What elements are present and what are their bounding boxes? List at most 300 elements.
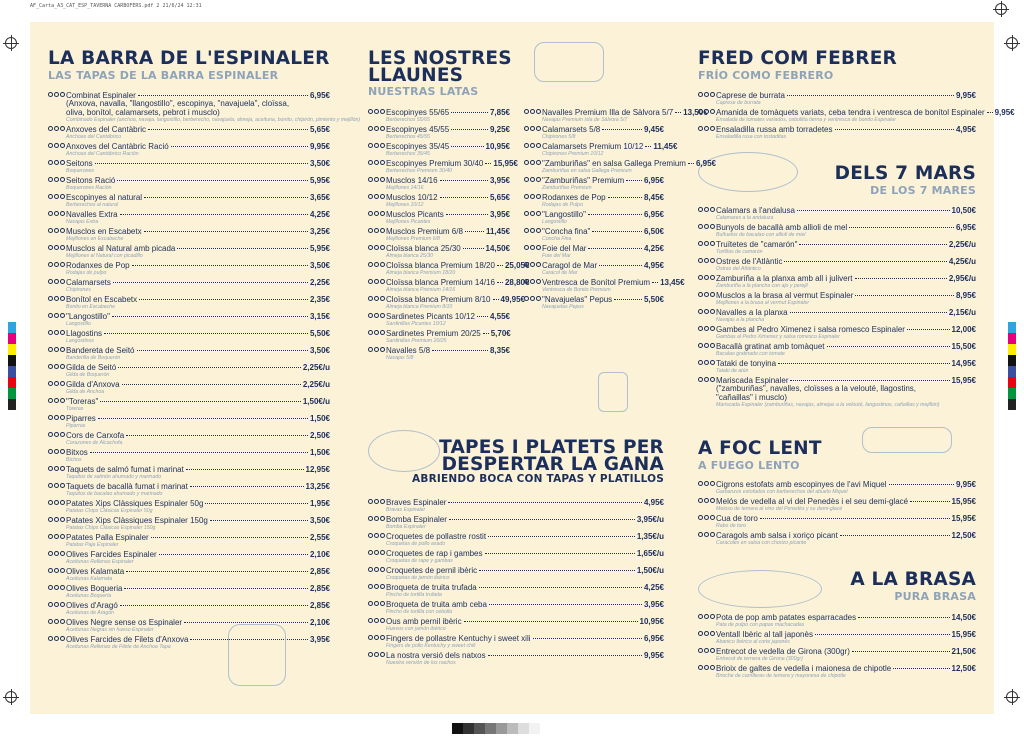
section-subtitle-7mars: DE LOS 7 MARES	[870, 184, 976, 197]
menu-item	[368, 600, 664, 616]
menu-item	[368, 549, 664, 565]
dot-leader	[448, 502, 641, 503]
menu-item	[48, 618, 330, 634]
menu-item-name: Ostres de l'Atlàntic	[716, 257, 783, 266]
menu-item-price: 12,50€	[951, 664, 976, 673]
section-title-barra: LA BARRA DE L'ESPINALER	[48, 48, 330, 69]
menu-item-translation: Berberechos 55/65	[386, 117, 430, 123]
menu-item-price: 6,95€	[643, 210, 664, 219]
menu-item-price: 15,95€	[951, 376, 976, 385]
menu-item-row	[66, 516, 330, 525]
menu-item	[524, 125, 664, 141]
allergen-icons	[48, 415, 65, 420]
menu-item-price: 12,50€	[951, 531, 976, 540]
dot-leader	[479, 570, 635, 571]
menu-item-price: 4,25€	[643, 583, 664, 592]
menu-item-price: 2,10€	[309, 550, 330, 559]
allergen-icons	[524, 143, 541, 148]
menu-item-name: Foie del Mar	[542, 244, 587, 253]
menu-item-row	[386, 600, 664, 609]
menu-item-name: Cloïssa blanca Premium 14/16	[386, 278, 495, 287]
dot-leader	[446, 214, 488, 215]
menu-item-translation: Rodajas de Pulpo	[542, 202, 583, 208]
menu-item-translation: Piparras	[66, 423, 86, 429]
allergen-icons	[48, 177, 65, 182]
dot-leader	[90, 452, 308, 453]
menu-item-translation: Zamburiñas Premium	[542, 185, 592, 191]
menu-item-translation: Caracol de Mar	[542, 270, 578, 276]
dot-leader	[614, 299, 642, 300]
column-llaunes	[368, 22, 716, 714]
allergen-icons	[368, 228, 385, 233]
dot-leader	[210, 520, 308, 521]
allergen-icons	[48, 160, 65, 165]
menu-item-name: Musclos Picants	[386, 210, 444, 219]
menu-item-row	[66, 465, 330, 474]
menu-item	[48, 499, 330, 515]
menu-page	[30, 22, 1015, 714]
menu-item-name: Calamarsets	[66, 278, 111, 287]
allergen-icons	[524, 211, 541, 216]
section-title-tapes-line2: DESPERTAR LA GANA	[441, 454, 664, 475]
menu-item-price: 13,25€	[305, 482, 330, 491]
allergen-icons	[698, 515, 715, 520]
menu-item-translation: Navajas a la plancha	[716, 317, 765, 323]
menu-item-name: Braves Espinaler	[386, 498, 447, 507]
allergen-icons	[698, 241, 715, 246]
menu-item-row	[66, 448, 330, 457]
dot-leader	[784, 261, 946, 262]
menu-item	[48, 91, 361, 124]
dot-leader	[449, 519, 635, 520]
menu-item-translation: Entrecot de ternera de Girona (300gr)	[716, 656, 803, 662]
allergen-icons	[368, 313, 385, 318]
menu-item-row	[716, 647, 976, 656]
menu-item-translation: Anchoas del Cantábrico	[66, 134, 122, 140]
menu-item-row	[386, 566, 664, 575]
menu-item	[524, 261, 664, 277]
menu-item-translation: Pincho de tortilla trufada	[386, 592, 442, 598]
allergen-icons	[368, 516, 385, 521]
menu-item-price: 4,95€	[643, 261, 664, 270]
column-barra	[48, 22, 361, 714]
menu-item-row	[66, 312, 330, 321]
menu-item-name: Olives Farcides Espinaler	[66, 550, 157, 559]
menu-item-row	[386, 651, 664, 660]
menu-item-price: 4,95€	[955, 125, 976, 134]
menu-item-translation: Patatas Paja Espinaler	[66, 542, 119, 548]
dot-leader	[855, 278, 947, 279]
menu-item-name: Navalles a la planxa	[716, 308, 788, 317]
allergen-icons	[698, 648, 715, 653]
item-list-barra	[48, 91, 361, 652]
menu-item	[698, 531, 976, 547]
menu-item-price: 1,50€	[309, 414, 330, 423]
menu-item-row	[542, 159, 716, 168]
allergen-icons	[524, 296, 541, 301]
allergen-icons	[698, 360, 715, 365]
allergen-icons	[698, 292, 715, 297]
item-list-llaunes-left	[368, 108, 530, 363]
menu-item	[698, 91, 976, 107]
dot-leader	[177, 248, 308, 249]
menu-item-translation: Almeja blanca 25/30	[386, 253, 434, 259]
menu-item-name: Escopinyes 35/45	[386, 142, 450, 151]
menu-item-row	[542, 193, 664, 202]
menu-item	[368, 142, 510, 158]
allergen-icons	[48, 92, 65, 97]
menu-item-price: 1,95€	[309, 499, 330, 508]
allergen-icons	[368, 262, 385, 267]
menu-item	[698, 325, 976, 341]
dot-leader	[122, 384, 301, 385]
menu-item-translation: Sardinillas Premium 20/25	[386, 338, 447, 344]
menu-item-name: Combinat Espinaler	[66, 91, 136, 100]
menu-item-row	[66, 363, 330, 372]
dot-leader	[139, 299, 308, 300]
allergen-icons	[698, 532, 715, 537]
dot-leader	[827, 346, 950, 347]
menu-item	[368, 176, 510, 192]
menu-item-row	[66, 261, 330, 270]
dot-leader	[675, 112, 681, 113]
menu-item-translation: Abanico Ibérico al corte japonés	[716, 639, 790, 645]
dot-leader	[485, 163, 491, 164]
menu-item-price: 3,25€	[309, 227, 330, 236]
dot-leader	[112, 316, 308, 317]
menu-item-translation: Mejillones al Natural con picadillo	[66, 253, 143, 259]
menu-item-translation: Chipirones	[66, 287, 91, 293]
menu-item-row	[66, 278, 330, 287]
section-title-llaunes	[368, 50, 528, 84]
menu-item-price: 3,50€	[309, 159, 330, 168]
menu-item	[524, 108, 708, 124]
menu-item-price: 10,50€	[951, 206, 976, 215]
menu-item-name: Musclos en Escabetx	[66, 227, 142, 236]
menu-item	[698, 647, 976, 663]
menu-item	[48, 210, 330, 226]
menu-item-name: Pota de pop amb patates esparracades	[716, 613, 857, 622]
menu-item-translation: Mejillones Premium 6/8	[386, 236, 440, 242]
allergen-icons	[48, 449, 65, 454]
menu-item-row	[716, 91, 976, 100]
menu-item-row	[386, 498, 664, 507]
dot-leader	[465, 231, 484, 232]
menu-item-name: Fingers de pollastre Kentuchy i sweet xili	[386, 634, 531, 643]
item-list-fred	[698, 91, 1015, 142]
section-title-tapes-line1: TAPES I PLATETS PER	[439, 437, 664, 458]
allergen-icons	[48, 432, 65, 437]
menu-item-name: Navalles Premium Illa de Sàlvora 5/7	[542, 108, 674, 117]
menu-item-translation: Chipirones 5/8	[542, 134, 576, 140]
dot-leader	[852, 651, 950, 652]
menu-item-translation: Tortillas de camarón	[716, 249, 763, 255]
menu-item-name: Olives Negre sense os Espinaler	[66, 618, 183, 627]
allergen-icons	[48, 568, 65, 573]
menu-item-price: 1,50€	[309, 448, 330, 457]
allergen-icons	[368, 143, 385, 148]
allergen-icons	[368, 635, 385, 640]
item-list-7mars	[698, 206, 976, 410]
menu-item-translation: Zamburiñas en salsa Gallega Premium	[542, 168, 632, 174]
allergen-icons	[368, 160, 385, 165]
menu-item-name: Navalles Extra	[66, 210, 118, 219]
menu-item-name: Gambes al Pedro Ximenez i salsa romesco Espinaler	[716, 325, 905, 334]
menu-item-name: Croquetes de pernil ibèric	[386, 566, 478, 575]
menu-item-name: "Langostillo"	[542, 210, 586, 219]
menu-item-name: Broqueta de truita trufada	[386, 583, 477, 592]
allergen-icons	[698, 498, 715, 503]
dot-leader	[987, 112, 993, 113]
menu-item-name: "Zamburiñas" en salsa Gallega Premium	[542, 159, 686, 168]
menu-item-price: 15,95€	[951, 630, 976, 639]
menu-item	[698, 223, 976, 239]
menu-item-row	[66, 499, 330, 508]
menu-item-price: 14,50€	[951, 613, 976, 622]
menu-item	[368, 532, 664, 548]
menu-item-row	[386, 193, 510, 202]
allergen-icons	[368, 126, 385, 131]
dot-leader	[652, 282, 658, 283]
dot-leader	[626, 180, 642, 181]
menu-item-price: 5,65€	[309, 125, 330, 134]
menu-item	[698, 480, 976, 496]
menu-item	[368, 261, 530, 277]
menu-item-price: 1,50€/u	[302, 397, 330, 406]
menu-item-translation: Croquetas de pollo asado	[386, 541, 446, 547]
menu-item-name: "Zamburiñas" Premium	[542, 176, 625, 185]
item-list-llaunes-right	[524, 108, 716, 312]
menu-item-translation: Langostinos	[66, 338, 94, 344]
menu-item-translation: Ensaladilla rusa con tostaditas	[716, 134, 787, 140]
dot-leader	[889, 484, 954, 485]
menu-item-name: Calamarsets 5/8	[542, 125, 601, 134]
menu-item-translation: Mejillones en Escabeche	[66, 236, 124, 242]
menu-item-name: Bitxos	[66, 448, 88, 457]
menu-item-name: Patates Xips Clàssiques Espinaler 50g	[66, 499, 204, 508]
menu-item-translation: Bonito en Escabeche	[66, 304, 116, 310]
menu-item-price: 14,95€	[951, 359, 976, 368]
menu-item-price: 9,95€	[955, 480, 976, 489]
section-title-brasa: A LA BRASA	[850, 569, 976, 590]
menu-item	[698, 497, 976, 513]
registration-mark-top-corner-right	[995, 3, 1007, 15]
menu-item-translation: Aceitunas Boquería	[66, 593, 112, 599]
menu-item-name: Truïtetes de "camarón"	[716, 240, 798, 249]
dot-leader	[907, 329, 950, 330]
dot-leader	[205, 503, 308, 504]
print-slug: AF_Carta_A3_CAT_ESP_TAVERNA CARBOFERS.pdf 2 21/6/24 12:31	[30, 3, 202, 9]
menu-item-translation: Bomba Espinaler	[386, 524, 426, 530]
section-subtitle-tapes: ABRIENDO BOCA CON TAPAS Y PLATILLOS	[412, 473, 664, 485]
allergen-icons	[524, 194, 541, 199]
barrel-illustration	[228, 624, 286, 686]
menu-item-row	[716, 274, 976, 283]
menu-item-translation: Berberechos Premium 30/40	[386, 168, 453, 174]
menu-item	[524, 227, 664, 243]
allergen-icons	[698, 207, 715, 212]
menu-item-row	[716, 223, 976, 232]
menu-item-row	[66, 193, 330, 202]
menu-item-name: Cigrons estofats amb escopinyes de l'avi Miquel	[716, 480, 887, 489]
menu-item-row	[386, 295, 525, 304]
allergen-icons	[368, 652, 385, 657]
menu-item-price: 9,95€	[994, 108, 1015, 117]
registration-mark-bottom-right	[1006, 691, 1018, 703]
menu-item-row	[386, 108, 510, 117]
menu-item-translation: Pata de pulpo con papas machacadas	[716, 622, 805, 628]
allergen-icons	[48, 364, 65, 369]
menu-item-row	[716, 376, 976, 385]
dot-leader	[126, 435, 308, 436]
dot-leader	[190, 486, 304, 487]
dot-leader	[440, 180, 488, 181]
dot-leader	[849, 227, 954, 228]
dot-leader	[910, 501, 949, 502]
dot-leader	[186, 469, 304, 470]
menu-item-price: 11,45€	[653, 142, 678, 151]
allergen-icons	[48, 398, 65, 403]
menu-item-price: 11,45€	[485, 227, 510, 236]
menu-item-price: 14,50€	[485, 244, 510, 253]
menu-item	[368, 295, 525, 311]
menu-item-price: 2,85€	[309, 567, 330, 576]
color-bar-right	[1008, 322, 1016, 410]
menu-item-price: 3,95€	[489, 176, 510, 185]
dot-leader	[451, 146, 483, 147]
allergen-icons	[698, 326, 715, 331]
menu-item-price: 3,95€/u	[636, 515, 664, 524]
menu-item-name: Bonítol en Escabetx	[66, 295, 138, 304]
menu-item	[698, 342, 976, 358]
menu-item	[48, 397, 330, 413]
section-subtitle-fred: FRÍO COMO FEBRERO	[698, 69, 834, 82]
menu-item-row	[716, 342, 976, 351]
menu-item-row	[386, 244, 510, 253]
menu-item-row	[386, 549, 664, 558]
menu-item-name: Croquetes de pollastre rostit	[386, 532, 487, 541]
menu-item-translation: Ensalada de tomates variados, cebollita tierna y ventresca de bonito Espinaler	[716, 117, 896, 123]
dot-leader	[479, 587, 642, 588]
menu-item-price: 4,25€	[643, 244, 664, 253]
menu-item	[48, 227, 330, 243]
menu-item-translation: Concha Fina	[542, 236, 572, 242]
dot-leader	[148, 129, 308, 130]
allergen-icons	[48, 483, 65, 488]
menu-item	[48, 516, 330, 532]
dot-leader	[464, 621, 638, 622]
menu-item	[48, 584, 330, 600]
menu-item-row	[66, 618, 330, 627]
menu-item-translation: Navajas Extra	[66, 219, 99, 225]
menu-item	[368, 244, 510, 260]
menu-item-translation: Patatas Chips Clásicas Espinaler 150g	[66, 525, 156, 531]
menu-item-name: Gilda d'Anxova	[66, 380, 120, 389]
menu-item-translation: Fingers de pollo Kentuchy y sweet chili	[386, 643, 476, 649]
menu-item-name: Olives Kalamata	[66, 567, 125, 576]
menu-item-name: Zamburiña a la planxa amb all i julivert	[716, 274, 853, 283]
dot-leader	[599, 265, 642, 266]
menu-item	[368, 617, 664, 633]
menu-item-name: Anxoves del Cantàbric Ració	[66, 142, 169, 151]
menu-item	[698, 257, 976, 273]
menu-item-name: Musclos 14/16	[386, 176, 438, 185]
menu-item-price: 2,95€/u	[948, 274, 976, 283]
menu-item-row	[716, 359, 976, 368]
dot-leader	[451, 112, 488, 113]
dot-leader	[645, 146, 651, 147]
menu-item-row	[66, 482, 330, 491]
menu-item-name: Broqueta de truita amb ceba	[386, 600, 487, 609]
menu-item-price: 15,50€	[951, 342, 976, 351]
menu-item-row	[716, 206, 976, 215]
menu-item-name: Musclos a la brasa al vermut Espinaler	[716, 291, 854, 300]
menu-item-translation: Chipirones Premium 10/12	[542, 151, 604, 157]
menu-item	[524, 142, 678, 158]
menu-item-price: 5,65€	[489, 193, 510, 202]
dot-leader	[124, 588, 307, 589]
menu-item-price: 3,15€	[309, 312, 330, 321]
menu-item-translation: Aceitunas Rellenas de Filete de Anchoa Tapa	[66, 644, 171, 650]
menu-item-translation: Gambas al Pedro Ximenez y salsa romesco Espinaler	[716, 334, 840, 340]
menu-item	[48, 346, 330, 362]
menu-item	[698, 274, 976, 290]
dot-leader	[440, 197, 488, 198]
menu-item	[48, 533, 330, 549]
menu-item-translation: Almeja blanca Premium 8/10	[386, 304, 453, 310]
menu-item-row	[542, 244, 664, 253]
menu-item-price: 3,95€	[309, 635, 330, 644]
allergen-icons	[368, 296, 385, 301]
menu-item-translation: Bichos	[66, 457, 82, 463]
dot-leader	[171, 146, 308, 147]
menu-item-translation: Zamburiña a la plancha con ajo y perejil	[716, 283, 808, 289]
section-title-foc-lent: A FOC LENT	[698, 438, 822, 459]
menu-item	[368, 566, 664, 582]
menu-item-description: ("zamburiñas", navalles, cloïsses a la velouté, llagostins, "cañaillas" i musclo)	[716, 384, 916, 402]
menu-item-name: Patates Xips Clàssiques Espinaler 150g	[66, 516, 208, 525]
menu-item-translation: Navajuelas Pepus	[542, 304, 584, 310]
menu-item-row	[386, 142, 510, 151]
dot-leader	[835, 129, 954, 130]
menu-item	[48, 380, 330, 396]
menu-item	[48, 482, 330, 498]
menu-item-row	[716, 257, 976, 266]
menu-item-price: 9,25€	[489, 125, 510, 134]
dot-leader	[497, 265, 503, 266]
dot-leader	[489, 604, 642, 605]
menu-item	[368, 498, 664, 514]
allergen-icons	[524, 160, 541, 165]
menu-item	[698, 291, 976, 307]
allergen-icons	[48, 551, 65, 556]
menu-item-translation: Navajas 5/8	[386, 355, 414, 361]
menu-item	[524, 193, 664, 209]
dot-leader	[787, 95, 954, 96]
menu-item-translation: Ostras del Atlántico	[716, 266, 761, 272]
menu-item	[698, 240, 976, 256]
menu-item-price: 2,10€	[309, 618, 330, 627]
dot-leader	[463, 248, 484, 249]
menu-item-translation: Berberechos 35/45	[386, 151, 430, 157]
menu-item-name: Bunyols de bacallà amb allioli de mel	[716, 223, 848, 232]
dot-leader	[588, 214, 642, 215]
menu-item-row	[386, 532, 664, 541]
allergen-icons	[698, 614, 715, 619]
menu-item	[698, 308, 976, 324]
menu-item-name: Croquetes de rap i gambes	[386, 549, 483, 558]
allergen-icons	[48, 330, 65, 335]
